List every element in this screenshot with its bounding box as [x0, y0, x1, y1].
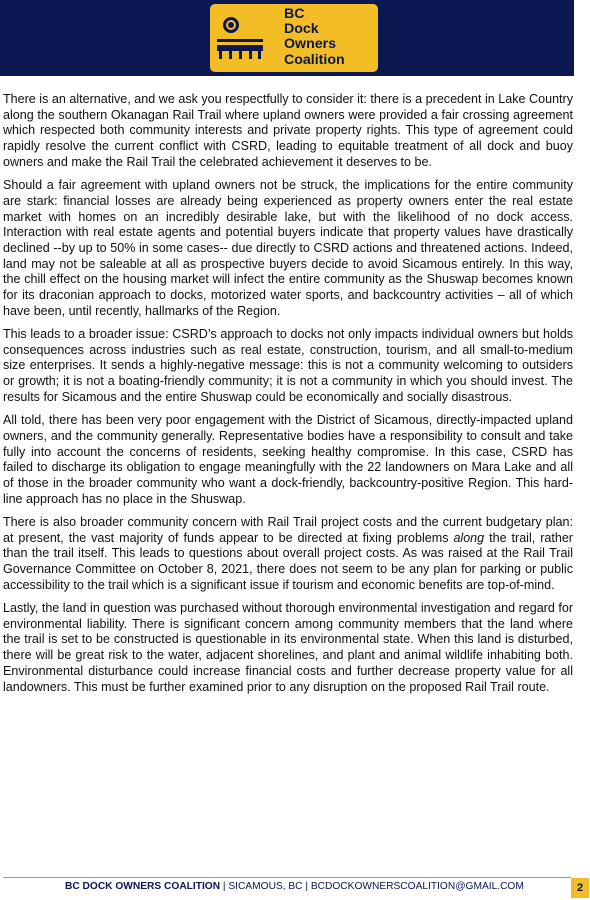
logo-line-4: Coalition [284, 51, 345, 68]
paragraph-project-costs-after: the trail, rather than the trail itself. This leads to questions about overall project costs. As was raised at the Rail Trail Governance Committee on October 8, 2021, there does not seem to be any plan for parking or public accessibility to the trail which is a significant issue if tourism and economic benefits are top-of-mind. [3, 530, 573, 592]
paragraph-alternative: There is an alternative, and we ask you respectfully to consider it: there is a precedent in Lake Country along the southern Okanagan Rail Trail where upland owners were provided a fair crossing agreement which respected both community interests and private property rights. This type of agreement could rapidly resolve the current conflict with CSRD, leading to equitable treatment of all dock and buoy owners and make the Rail Trail the celebrated achievement it deserves to be. [3, 92, 573, 169]
footer-divider [3, 877, 571, 878]
footer-email: BCDOCKOWNERSCOALITION@GMAIL.COM [310, 881, 524, 892]
paragraph-engagement: All told, there has been very poor engagement with the District of Sicamous, directly-impacted upland owners, and the community generally. Representative bodies have a responsibility to consult and take fully into account the concerns of residents, seeking healthy compromise. In this case, CSRD has failed to discharge its obligation to engage meaningfully with the 22 landowners on Mara Lake and all of those in the broader community who want a dock-friendly, backcountry-positive Region. This hard-line approach has no place in the Shuswap. [3, 413, 573, 506]
paragraph-project-costs [3, 515, 573, 594]
footer-separator-2: | [302, 881, 311, 892]
paragraph-project-costs-emphasis: along [453, 530, 485, 545]
paragraph-environmental: Lastly, the land in question was purchased without thorough environmental investigation and regard for environmental liability. There is significant concern among community members that the land where the trail is set to be constructed is questionable in its environmental state. When this land is disturbed, there will be great risk to the water, adjacent shorelines, and plant and animal wildlife inhabiting both. Environmental disturbance could increase financial costs and further decrease property value for all landowners. This must be further examined prior to any disruption on the proposed Rail Trail route. [3, 601, 573, 694]
logo-line-3: Owners [284, 36, 337, 53]
page-header [0, 0, 574, 76]
paragraph-implications: Should a fair agreement with upland owners not be struck, the implications for the entire community are stark: financial losses are already being experienced as property owners enter the real estate market with homes on an incredibly desirable lake, but with the likelihood of no dock access. Interaction with real estate agents and potential buyers indicate that property values have drastically declined --by up to 50% in some cases-- due directly to CSRD actions and threatened actions. Indeed, land may not be saleable at all as prospective buyers decide to avoid Sicamous entirely. In this way, the chill effect on the housing market will infect the entire community as the Shuswap becomes known for its draconian approach to docks, motorized water sports, and backcountry activities – all of which have been, until recently, hallmarks of the Region. [3, 178, 573, 318]
paragraph-project-costs-before: There is also broader community concern with Rail Trail project costs and the current budgetary plan: at present, the vast majority of funds appear to be directed at fixing problems [3, 514, 573, 545]
page-number-badge: 2 [571, 878, 589, 898]
sun-over-dock-icon [217, 13, 263, 63]
page-footer [65, 880, 524, 893]
logo-wordmark [284, 7, 376, 68]
letter-body [3, 92, 573, 703]
footer-location: SICAMOUS, BC [228, 881, 303, 892]
footer-separator-1: | [220, 881, 229, 892]
footer-org: BC DOCK OWNERS COALITION [65, 881, 221, 892]
coalition-logo [210, 4, 378, 72]
logo-line-1: BC [284, 6, 305, 22]
logo-line-2: Dock [284, 21, 319, 38]
paragraph-broader-issue: This leads to a broader issue: CSRD’s approach to docks not only impacts individual owners but holds consequences across industries such as real estate, construction, tourism, and all small-to-medium size enterprises. It sends a highly-negative message: this is not a community welcoming to outsiders or growth; it is not a boating-friendly community; it is not a community in which you should invest. The results for Sicamous and the entire Shuswap could be economically and socially disastrous. [3, 327, 573, 404]
